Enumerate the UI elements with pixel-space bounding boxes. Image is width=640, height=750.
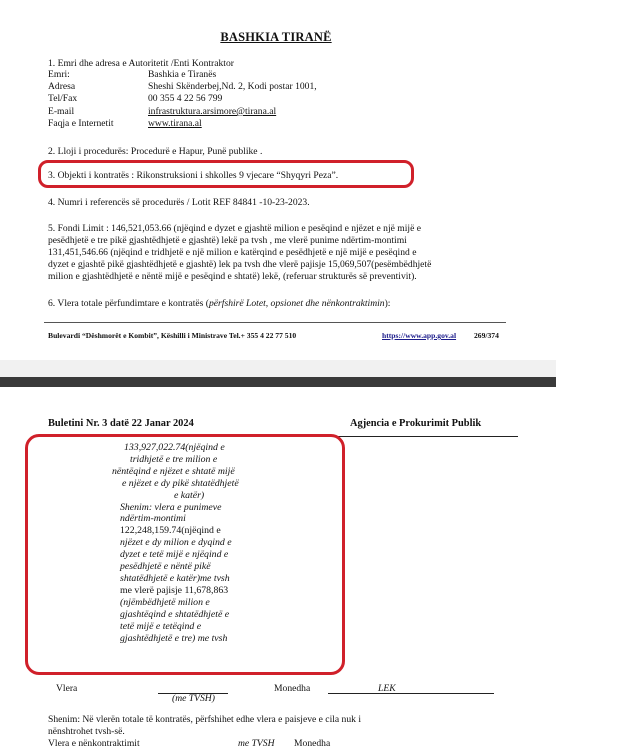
box-line: tridhjetë e tre milion e [130, 453, 218, 465]
subcontract-tvsh-label: me TVSH [238, 738, 275, 749]
box-line: e katër) [174, 489, 205, 501]
box-line: gjashtëdhjetë e tre) me tvsh [120, 632, 228, 644]
page-title: BASHKIA TIRANË [220, 30, 332, 44]
subcontract-currency-label: Monedha [294, 738, 331, 749]
monedha-value: LEK [378, 683, 396, 694]
section5-line: pesëdhjetë e tre pikë gjashtëdhjetë e gjashtë) lekë pa tvsh , me vlerë punime ndërtim-montimi [48, 235, 407, 246]
page-separator-bar [0, 377, 556, 387]
section5-line: dyzet e gjashtë pikë gjashtëdhjetë e gjashtë) lek pa tvsh dhe vlerë pajisje 15,069,507(pesëmbëdhjetë [48, 259, 432, 270]
section6-total-value [48, 298, 390, 310]
monedha-label: Monedha [274, 683, 311, 694]
total-value-cell [112, 442, 282, 644]
box-line: 122,248,159.74(njëqind e [120, 525, 221, 537]
section6-prefix: 6. Vlera totale përfundimtare e kontratës ( [48, 298, 209, 309]
box-line: Shenim: vlera e punimeve [120, 501, 222, 513]
field-value-emri: Bashkia e Tiranës [148, 69, 217, 80]
document-page-1 [0, 0, 556, 360]
box-line: shtatëdhjetë e katër)me tvsh [120, 572, 230, 584]
section1-heading: 1. Emri dhe adresa e Autoritetit /Enti Kontraktor [48, 58, 234, 69]
box-line: pesëdhjetë e nëntë pikë [120, 561, 211, 573]
section5-line: milion e gjashtëdhjetë e nëntë mijë e pesëqind e shtatë) lekë, (referuar strukturës së preventivit). [48, 271, 417, 282]
field-label-adresa: Adresa [48, 81, 76, 92]
document-page-2 [0, 387, 556, 748]
box-line: dyzet e tetë mijë e njëqind e [120, 549, 229, 561]
box-line: e njëzet e dy pikë shtatëdhjetë [122, 477, 239, 489]
section6-suffix: ): [384, 298, 391, 309]
box-line: 133,927,022.74(njëqind e [124, 442, 225, 453]
subcontract-value-label: Vlera e nënkontraktimit [48, 738, 140, 749]
box-line: gjashtëqind e shtatëdhjetë e [120, 608, 230, 620]
footer-link[interactable]: https://www.app.gov.al [382, 331, 457, 340]
footer-address: Bulevardi “Dëshmorët e Kombit”, Këshilli i Ministrave Tel.+ 355 4 22 77 510 [48, 331, 297, 340]
vlera-label: Vlera [56, 683, 78, 694]
vlera-sub-label: (me TVSH) [172, 693, 215, 704]
box-line: njëzet e dy milion e dyqind e [120, 537, 232, 549]
footer-divider [44, 322, 506, 323]
monedha-blank-line [328, 693, 494, 694]
section2-procedure-type: 2. Lloji i procedurës: Procedurë e Hapur, Punë publike . [48, 146, 263, 157]
field-label-telfax: Tel/Fax [48, 93, 78, 104]
field-label-emri: Emri: [48, 69, 70, 80]
field-label-website: Faqja e Internetit [48, 118, 114, 129]
box-line: ndërtim-montimi [120, 513, 186, 525]
section5-line: 5. Fondi Limit : 146,521,053.66 (njëqind e dyzet e gjashtë milion e pesëqind e njëzet e një mijë e [48, 223, 422, 234]
box-line: nëntëqind e njëzet e shtatë mijë [112, 465, 235, 477]
shenim-line: nënshtrohet tvsh-së. [48, 726, 125, 737]
field-value-adresa: Sheshi Skënderbej,Nd. 2, Kodi postar 1001, [148, 81, 317, 92]
section4-reference: 4. Numri i referencës së procedurës / Lotit REF 84841 -10-23-2023. [48, 197, 310, 208]
footer-page-number: 269/374 [474, 331, 499, 340]
field-value-telfax: 00 355 4 22 56 799 [148, 93, 223, 104]
website-link[interactable]: www.tirana.al [148, 118, 202, 129]
email-link[interactable]: infrastruktura.arsimore@tirana.al [148, 106, 277, 117]
agency-header: Agjencia e Prokurimit Publik [350, 418, 482, 429]
box-line: (njëmbëdhjetë milion e [120, 596, 210, 608]
field-label-email: E-mail [48, 106, 75, 117]
bulletin-header: Buletini Nr. 3 datë 22 Janar 2024 [48, 418, 194, 429]
box-line: tetë mijë e tetëqind e [120, 620, 202, 632]
section5-line: 131,451,546.66 (njëqind e tridhjetë e një milion e katërqind e pesëdhjetë e një mijë e pesëqind e [48, 247, 417, 258]
section6-italic: përfshirë Lotet, opsionet dhe nënkontraktimin [209, 298, 385, 309]
box-line: me vlerë pajisje 11,678,863 [120, 584, 229, 596]
page-gap [0, 360, 556, 377]
section3-contract-object: 3. Objekti i kontratës : Rikonstruksioni i shkolles 9 vjecare “Shyqyri Peza”. [48, 170, 339, 181]
shenim-line: Shenim: Në vlerën totale të kontratës, përfshihet edhe vlera e paisjeve e cila nuk i [48, 714, 362, 725]
